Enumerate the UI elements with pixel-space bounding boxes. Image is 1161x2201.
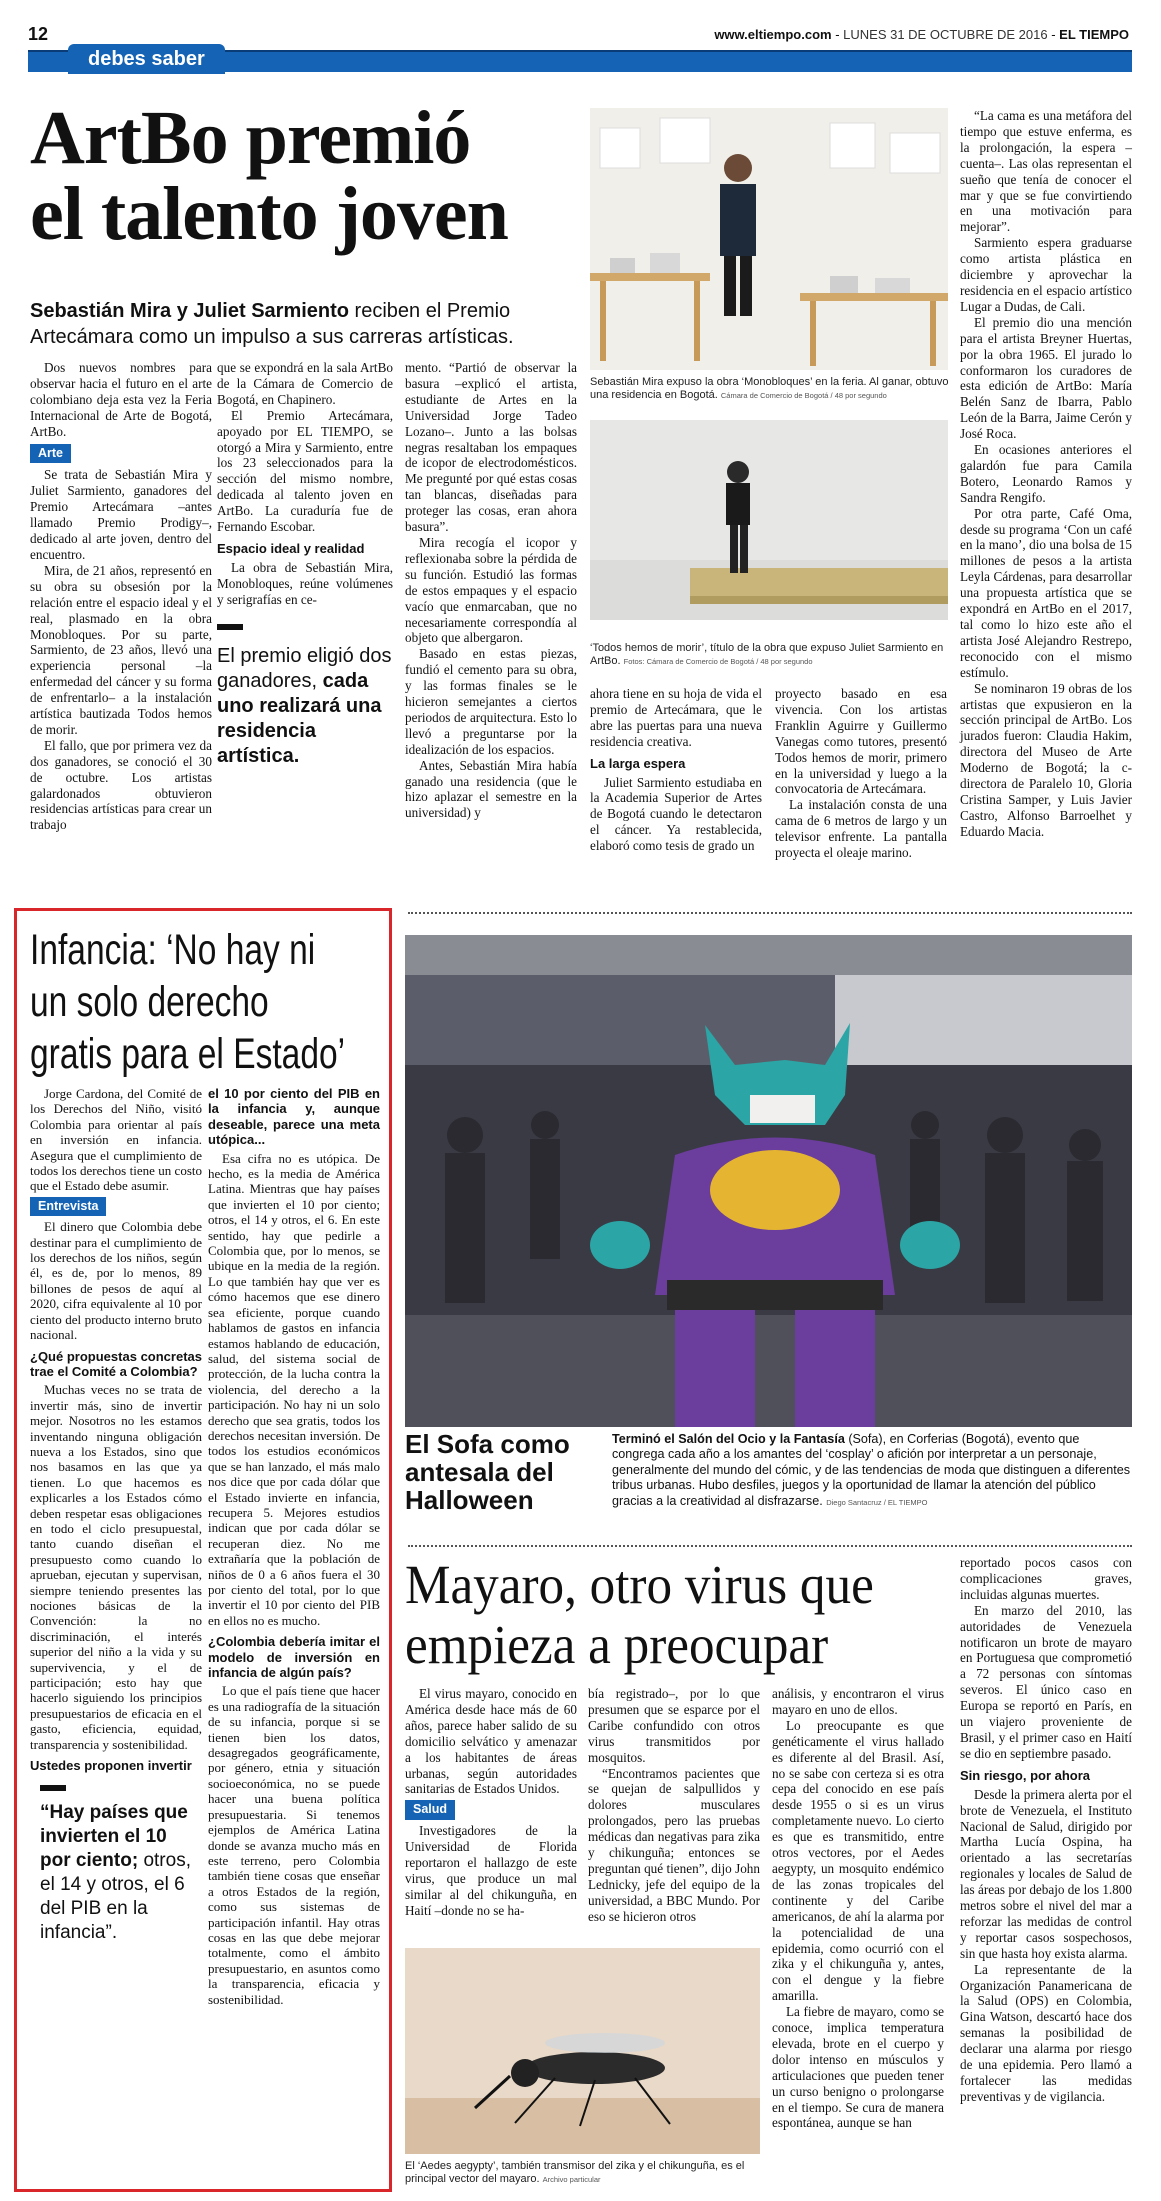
issue-date: LUNES 31 DE OCTUBRE DE 2016 bbox=[843, 27, 1048, 42]
paragraph: Se nominaron 19 obras de los artistas que expusieron en la sección principal de ArtBo. Los jurados fueron: Claudia Hakim, directora del Museo de Arte Moderno de Bogotá; la c-directora de Paralelo 10, Gloria Cristina Samper, y Luis Javier Castro, Alfonso Barroelhet y Eduardo Macia. bbox=[960, 680, 1132, 839]
brand-name: EL TIEMPO bbox=[1059, 27, 1129, 42]
question: ¿Qué propuestas concretas trae el Comité a Colombia? bbox=[30, 1348, 202, 1379]
monobloques-illustration bbox=[590, 108, 948, 370]
artbo-headline bbox=[30, 96, 508, 256]
paragraph: Por otra parte, Café Oma, desde su programa ‘Con un café en la mano’, dio una bolsa de 15 millones de pesos a la artista Leyla Cárdenas, para desarrollar una propuesta artística que se expondrá en ArtBo en el 2017, tal como lo hizo este año el artista José Alejandro Restrepo, reconocido con el mismo estímulo. bbox=[960, 505, 1132, 680]
mayaro-column-1 bbox=[405, 1686, 577, 1919]
paragraph: La representante de la Organización Panamericana de la Salud (OPS) en Colombia, Gina Watson, descartó hace dos semanas la posibilidad de declarar una alarma por riesgo de una epidemia. Pero llamó a fortalecer las medidas preventivas y de vigilancia. bbox=[960, 1961, 1132, 2104]
paragraph: “Encontramos pacientes que se quejan de salpullidos y dolores musculares prolongados, pero las pruebas médicas dan negativas para zika y chikunguña; entonces se preguntan qué tienen”, dijo John Lednicky, jefe del equipo de la universidad, a BBC Mundo. Por eso se hicieron otros bbox=[588, 1765, 760, 1924]
paragraph: La obra de Sebastián Mira, Monobloques, reúne volúmenes y serigrafías en ce- bbox=[217, 559, 393, 607]
paragraph: El dinero que Colombia debe destinar para el cumplimiento de los derechos de los niños, según él, es de, por lo menos, 89 billones de pesos de aquí al 2020, cifra equivalente al 10 por ciento del producto interno bruto nacional. bbox=[30, 1219, 202, 1343]
instalacion-illustration bbox=[590, 420, 948, 620]
paragraph: proyecto basado en esa vivencia. Con los artistas Franklin Aguirre y Guillermo Vanegas como tutores, presentó Todos hemos de morir, primero en la universidad y luego a la convocatoria de Artecámara. bbox=[775, 686, 947, 797]
sofa-headline bbox=[405, 1430, 570, 1514]
pull-rule bbox=[40, 1785, 66, 1791]
pull-plain: El premio eligió dos ganadores, bbox=[217, 644, 392, 692]
paragraph: “La cama es una metáfora del tiempo que estuve enferma, es la prolongación, la espera –cuenta–. Las olas representan el sueño que tenía de conocer el mar y que se fue convirtiendo en una motivación para mejorar”. bbox=[960, 108, 1132, 235]
photo-credit: Diego Santacruz / EL TIEMPO bbox=[826, 1497, 928, 1507]
photo-monobloques bbox=[590, 108, 948, 370]
paragraph: ahora tiene en su hoja de vida el premio de Artecámara, que le abre las puertas para una nueva residencia creativa. bbox=[590, 686, 762, 749]
dotted-divider bbox=[408, 912, 1132, 914]
infancia-column-2 bbox=[208, 1086, 380, 2007]
page-number: 12 bbox=[28, 24, 49, 44]
sep: - bbox=[831, 27, 844, 42]
artbo-column-3 bbox=[405, 360, 577, 821]
tag-wrap bbox=[405, 1800, 577, 1820]
artbo-column-5 bbox=[775, 686, 947, 861]
caption-text: (Sofa), en Corferias (Bogotá), evento que congrega cada año a los amantes del ‘cosplay’ o afición por interpretar a un personaje, generalmente del mundo del cómic, y de las tendencias de moda que distinguen a diferentes tribus urbanas. Hubo desfiles, juegos y la oportunidad de llamar la atención del público gracias a la creatividad al disfrazarse. bbox=[612, 1432, 1131, 1508]
question: ¿Colombia debería imitar el modelo de inversión en infancia de algún país? bbox=[208, 1634, 380, 1681]
caption-text: ‘Todos hemos de morir’, título de la obra que expuso Juliet Sarmiento en ArtBo. bbox=[590, 642, 944, 667]
question: el 10 por ciento del PIB en la infancia y, aunque deseable, parece una meta utópica... bbox=[208, 1086, 380, 1148]
artbo-column-4 bbox=[590, 686, 762, 854]
pull-bold: cada uno realizará una residencia artística. bbox=[217, 669, 382, 767]
paragraph: La instalación consta de una cama de 6 metros de largo y un televisor enfrente. La pantalla proyecta el oleaje marino. bbox=[775, 797, 947, 861]
paragraph: Mira, de 21 años, representó en su obra su obsesión por la relación entre el espacio ideal y el real, plasmado en la obra Monobloques. Por su parte, Sarmiento, de 23 años, llevó una experiencia personal –la enfermedad del cáncer y su forma de enfrentarlo– a la instalación artística bautizada Todos hemos de morir. bbox=[30, 562, 212, 737]
infancia-column-1 bbox=[30, 1086, 202, 1945]
paragraph: reportado pocos casos con complicaciones graves, incluidas algunas muertes. bbox=[960, 1555, 1132, 1602]
artbo-column-2 bbox=[217, 360, 393, 769]
paragraph: Investigadores de la Universidad de Florida reportaron el hallazgo de este virus, que produce un mal similar al del chikunguña, en Haití –donde no se ha- bbox=[405, 1823, 577, 1918]
paragraph: Basado en estas piezas, fundió el cemento para su obra, y las formas finales se le hicieron semejantes a ciertos periodos de arquitectura. Esto lo llevó a preguntarse por la idealización de los espacios. bbox=[405, 646, 577, 757]
paragraph: Se trata de Sebastián Mira y Juliet Sarmiento, ganadores del Premio Artecámara –antes llamado Premio Prodigy–, dedicado al arte joven, dentro del encuentro. bbox=[30, 467, 212, 562]
headline-line: Halloween bbox=[405, 1485, 534, 1515]
pull-plain: otros, el 14 y otros, el 6 del PIB en la infancia”. bbox=[40, 1850, 191, 1944]
mayaro-column-4 bbox=[960, 1555, 1132, 2105]
photo-credit: Fotos: Cámara de Comercio de Bogotá / 48 por segundo bbox=[623, 657, 813, 666]
photo-aedes-aegypti bbox=[405, 1948, 760, 2154]
paragraph: El premio dio una mención para el artista Breyner Huertas, por la obra 1965. El jurado lo conformaron los curadores de esta edición de ArtBo: María Belén Sanz de Ibarra, Pablo León de la Barra, Jaime Cerón y José Roca. bbox=[960, 314, 1132, 442]
paragraph: En ocasiones anteriores el galardón fue para Camila Botero, Leonardo Ramos y Sandra Rengifo. bbox=[960, 442, 1132, 505]
artbo-deck bbox=[30, 298, 570, 350]
paragraph: mento. “Partió de observar la basura –explicó el artista, estudiante de Artes en la Universidad Jorge Tadeo Lozano–. Junto a las bolsas negras resaltaban los empaques de icopor de electrodomésticos. Me pregunté por qué estas cosas tan blancas, diseñadas para proteger las cosas, eran ahora basura”. bbox=[405, 360, 577, 535]
caption-text: El ‘Aedes aegypty’, también transmisor del zika y el chikunguña, es el principal vector del mayaro. bbox=[405, 2160, 745, 2185]
pull-bold: “Hay países que invierten el 10 por ciento; bbox=[40, 1802, 188, 1872]
deck-text: reciben el Premio bbox=[349, 300, 511, 322]
deck-bold: Sebastián Mira y Juliet Sarmiento bbox=[30, 300, 349, 322]
cosplay-illustration bbox=[405, 935, 1132, 1427]
headline-line: Mayaro, otro virus que bbox=[405, 1554, 874, 1615]
headline-line: Infancia: ‘No hay ni bbox=[30, 926, 316, 974]
photo-todos-hemos-de-morir bbox=[590, 420, 948, 620]
caption-text: Sebastián Mira expuso la obra ‘Monobloques’ en la feria. Al ganar, obtuvo una residencia en Bogotá. bbox=[590, 376, 949, 401]
paragraph: Antes, Sebastián Mira había ganado una residencia (que le hizo aplazar el semestre en la universidad) y bbox=[405, 757, 577, 821]
headline-line: El Sofa como bbox=[405, 1429, 570, 1459]
deck-line bbox=[30, 298, 570, 324]
headline-line: un solo derecho bbox=[30, 978, 269, 1026]
dotted-divider bbox=[408, 1545, 1132, 1547]
sep: - bbox=[1047, 27, 1060, 42]
photo-sofa-cosplay bbox=[405, 935, 1132, 1427]
paragraph: Desde la primera alerta por el brote de Venezuela, el Instituto Nacional de Salud, dirigido por Martha Lucía Ospina, ha orientado a las secretarías regionales y locales de Salud de las áreas por debajo de los 1.800 metros sobre el nivel del mar a reforzar las medidas de control y reportar casos sospechosos, sin que hasta hoy exista alarma. bbox=[960, 1786, 1132, 1961]
headline-line: el talento joven bbox=[30, 172, 508, 256]
headline-line: gratis para el Estado’ bbox=[30, 1030, 346, 1078]
paragraph: Sarmiento espera graduarse como artista plástica en diciembre y aprovechar la residencia en el espacio artístico Lugar a Dudas, de Cali. bbox=[960, 235, 1132, 314]
deck-line-2: Artecámara como un impulso a sus carreras artísticas. bbox=[30, 326, 514, 348]
photo-credit: Archivo particular bbox=[542, 2175, 601, 2184]
question: Ustedes proponen invertir bbox=[30, 1758, 192, 1774]
paragraph: Lo que el país tiene que hacer es una radiografía de la situación de su infancia, porque si se tienen bien los datos, desagregados geográficamente, por género, etnia y situación socioeconómica, no se puede hacer una buena política presupuestaria. Si tenemos ejemplos de América Latina donde se avanza mucho más en este terreno, pero Colombia también tiene cosas que enseñar a otros Estados de la región, como sus sistemas de participación infantil. Hay otras cosas en las que debe mejorar totalmente, como el ámbito presupuestario, en asuntos como la transparencia, eficacia y sostenibilidad. bbox=[208, 1683, 380, 2007]
paragraph: Muchas veces no se trata de invertir más, sino de invertir mejor. Nosotros no les estamos inventando ninguna obligación nueva a los Estados, sino que nos basamos en las que ya tienen. Lo que hacemos es explicarles a los Estados cómo deben respetar esas obligaciones en todo el ciclo presupuestal, tanto cuando diseñan el presupuesto como cuando lo aprueban, ejecutan y supervisan, siempre teniendo presentes las nociones básicas de la Convención: la no discriminación, el interés superior del niño a la vida y su supervivencia, y el de participación; esto hay que hacerlo siguiendo los principios presupuestarios de eficacia en el gasto, eficiencia, equidad, transparencia y sostenibilidad. bbox=[30, 1382, 202, 1752]
section-tag-arte: Arte bbox=[30, 444, 71, 464]
artbo-pull-quote bbox=[217, 644, 393, 769]
headline-line: empieza a preocupar bbox=[405, 1614, 829, 1675]
pull-rule bbox=[217, 624, 243, 630]
infancia-headline bbox=[30, 924, 389, 1080]
mayaro-column-3 bbox=[772, 1686, 944, 2131]
paragraph: Juliet Sarmiento estudiaba en la Academia Superior de Artes de Bogotá cuando le detectaron el cáncer. Ya restablecida, elaboró como tesis de grado un bbox=[590, 774, 762, 854]
paragraph: El Premio Artecámara, apoyado por EL TIEMPO, se otorgó a Mira y Sarmiento, entre los 23 seleccionados para la sección del mismo nombre, dedicada al talento joven en ArtBo. La curaduría fue de Fernando Escobar. bbox=[217, 407, 393, 535]
headline-line: ArtBo premió bbox=[30, 96, 471, 180]
section-tab: debes saber bbox=[68, 44, 225, 74]
caption-aedes bbox=[405, 2160, 760, 2186]
caption-todos-hemos bbox=[590, 642, 950, 668]
subhead: Sin riesgo, por ahora bbox=[960, 1767, 1091, 1783]
subhead: Espacio ideal y realidad bbox=[217, 540, 365, 556]
mayaro-headline bbox=[405, 1555, 963, 1675]
paragraph: Jorge Cardona, del Comité de los Derechos del Niño, visitó Colombia para orientar al país en inversión en infancia. Asegura que el cumplimiento de todos los derechos tiene un costo que el Estado debe asumir. bbox=[30, 1086, 202, 1194]
paragraph: Dos nuevos nombres para observar hacia el futuro en el arte colombiano deja esta vez la Feria Internacional de Arte de Bogotá, ArtBo. bbox=[30, 360, 212, 439]
masthead-line bbox=[714, 27, 1129, 42]
section-tag-entrevista: Entrevista bbox=[30, 1197, 106, 1216]
paragraph: Lo preocupante es que genéticamente el virus hallado es diferente al del Brasil. Así, no se sabe con certeza si es otra cepa del conocido en ese país desde 1955 o si es un virus completamente nuevo. Lo cierto es que es transmitido, entre otros vectores, por el Aedes aegypty, un mosquito endémico de las zonas tropicales del continente y del Caribe americanos, de ahí la alarma por la potencialidad de una epidemia, como ocurrió con el zika y el chikunguña y, antes, con el dengue y la fiebre amarilla. bbox=[772, 1717, 944, 2004]
caption-monobloques bbox=[590, 376, 950, 402]
paragraph: Esa cifra no es utópica. De hecho, es la media de América Latina. Mientras que hay países que invierten el 10 por ciento; otros, el 14 y otros, el 6. En este sentido, hay que pedirle a Colombia que, por lo menos, se ubique en la media de la región. Lo que también hay que ver es cómo hacemos que ese dinero sea eficiente, porque cuando hablamos de gastos en infancia estamos hablando de educación, salud, del sistema social de protección, de la lucha contra la violencia, del derecho a la participación. No hay ni un solo derecho que sea gratis, todos los derechos necesitan inversión. De todos los estudios económicos que se han lanzado, el más malo nos dice que por cada dólar que el Estado invierte en infancia, recupera 5. Mejores estudios indican que por cada dólar se recuperan diez. No me extrañaría que la población de niños de 0 a 6 años fuera el 30 por ciento del total, por lo que invertir el 10 por ciento del PIB en ellos no es mucho. bbox=[208, 1150, 380, 1628]
artbo-column-1 bbox=[30, 360, 212, 833]
mosquito-illustration bbox=[405, 1948, 760, 2154]
sofa-caption bbox=[612, 1432, 1132, 1510]
paragraph: En marzo del 2010, las autoridades de Venezuela notificaron un brote de mayaro en Portuguesa que comprometió a 72 personas con síntomas severos. El único caso en Europa se reportó en París, en un viajero proveniente de Brasil, y el primer caso en Haití se dio en septiembre pasado. bbox=[960, 1602, 1132, 1761]
headline-line: antesala del bbox=[405, 1457, 554, 1487]
paragraph: que se expondrá en la sala ArtBo de la Cámara de Comercio de Bogotá, en Chapinero. bbox=[217, 360, 393, 407]
paragraph: El virus mayaro, conocido en América desde hace más de 60 años, parece haber salido de su domicilio selvático y amenazar a los habitantes de áreas urbanas, según autoridades sanitarias de Estados Unidos. bbox=[405, 1686, 577, 1797]
tag-wrap bbox=[30, 1197, 202, 1216]
photo-credit: Cámara de Comercio de Bogotá / 48 por segundo bbox=[720, 391, 887, 400]
paragraph: El fallo, que por primera vez da dos ganadores, se conoció el 30 de octubre. Los artistas galardonados obtuvieron residencias artísticas para crear un trabajo bbox=[30, 737, 212, 833]
mayaro-column-2 bbox=[588, 1686, 760, 1925]
section-tag-salud: Salud bbox=[405, 1800, 455, 1820]
site-url[interactable]: www.eltiempo.com bbox=[714, 27, 832, 42]
artbo-column-6 bbox=[960, 108, 1132, 840]
tag-wrap bbox=[30, 444, 212, 464]
paragraph: La fiebre de mayaro, como se conoce, implica temperatura elevada, brote en el cuerpo y dolor intenso en músculos y articulaciones que pueden tener un curso benigno o prolongarse en el tiempo. Se cura de manera espontánea, aunque se han bbox=[772, 2004, 944, 2131]
subhead: La larga espera bbox=[590, 755, 686, 771]
paragraph: análisis, y encontraron el virus mayaro en uno de ellos. bbox=[772, 1686, 944, 1717]
paragraph: bía registrado–, por lo que presumen que se esparce por el Caribe confundido con otros virus transmitidos por mosquitos. bbox=[588, 1686, 760, 1765]
caption-bold: Terminó el Salón del Ocio y la Fantasía bbox=[612, 1432, 845, 1446]
paragraph: Mira recogía el icopor y reflexionaba sobre la pérdida de su función. Estudió las formas de estos empaques y el espacio vacío que enmarcaban, que no necesariamente correspondía al objeto que albergaron. bbox=[405, 534, 577, 646]
infancia-pull-quote bbox=[30, 1801, 202, 1945]
